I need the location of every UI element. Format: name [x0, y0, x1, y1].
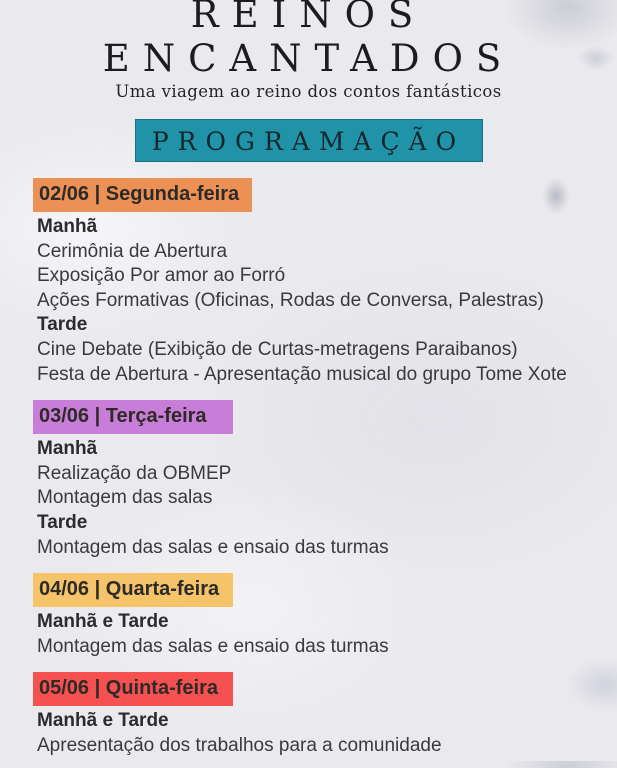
time-period-label: Manhã e Tarde [37, 611, 169, 633]
time-period-label: Tarde [37, 314, 88, 336]
event-item: Ações Formativas (Oficinas, Rodas de Conversa, Palestras) [37, 289, 544, 311]
event-item: Realização da OBMEP [37, 462, 232, 484]
schedule [33, 178, 617, 759]
event-item: Montagem das salas [37, 487, 213, 509]
event-item: Montagem das salas e ensaio das turmas [37, 635, 389, 657]
event-item: Festa de Abertura - Apresentação musical do grupo Tome Xote [37, 363, 567, 385]
event-item: Cerimônia de Abertura [37, 240, 228, 262]
event-item: Exposição Por amor ao Forró [37, 265, 286, 287]
title-line-1: REINOS [190, 0, 427, 36]
time-period-label: Manhã e Tarde [37, 710, 169, 732]
event-item: Montagem das salas e ensaio das turmas [37, 536, 389, 558]
time-period-label: Manhã [37, 216, 98, 237]
programacao-banner: PROGRAMAÇÃO [135, 119, 483, 162]
schedule-day-05-06 [33, 672, 617, 758]
time-period-label: Manhã [37, 438, 98, 460]
schedule-day-03-06 [33, 400, 617, 560]
day-date-chip: 05/06 | Quinta-feira [33, 672, 233, 706]
poster-header [0, 0, 617, 103]
event-item: Apresentação dos trabalhos para a comunidade [37, 734, 442, 756]
title-line-2: ENCANTADOS [102, 37, 515, 80]
day-date-chip: 02/06 | Segunda-feira [33, 178, 252, 212]
time-period-label: Tarde [37, 511, 88, 533]
schedule-day-02-06 [33, 178, 617, 387]
day-date-chip: 03/06 | Terça-feira [33, 400, 233, 434]
schedule-day-04-06 [33, 573, 617, 659]
subtitle: Uma viagem ao reino dos contos fantásticos [115, 82, 502, 101]
event-item: Cine Debate (Exibição de Curtas-metragens Paraibanos) [37, 338, 518, 360]
day-date-chip: 04/06 | Quarta-feira [33, 573, 233, 607]
